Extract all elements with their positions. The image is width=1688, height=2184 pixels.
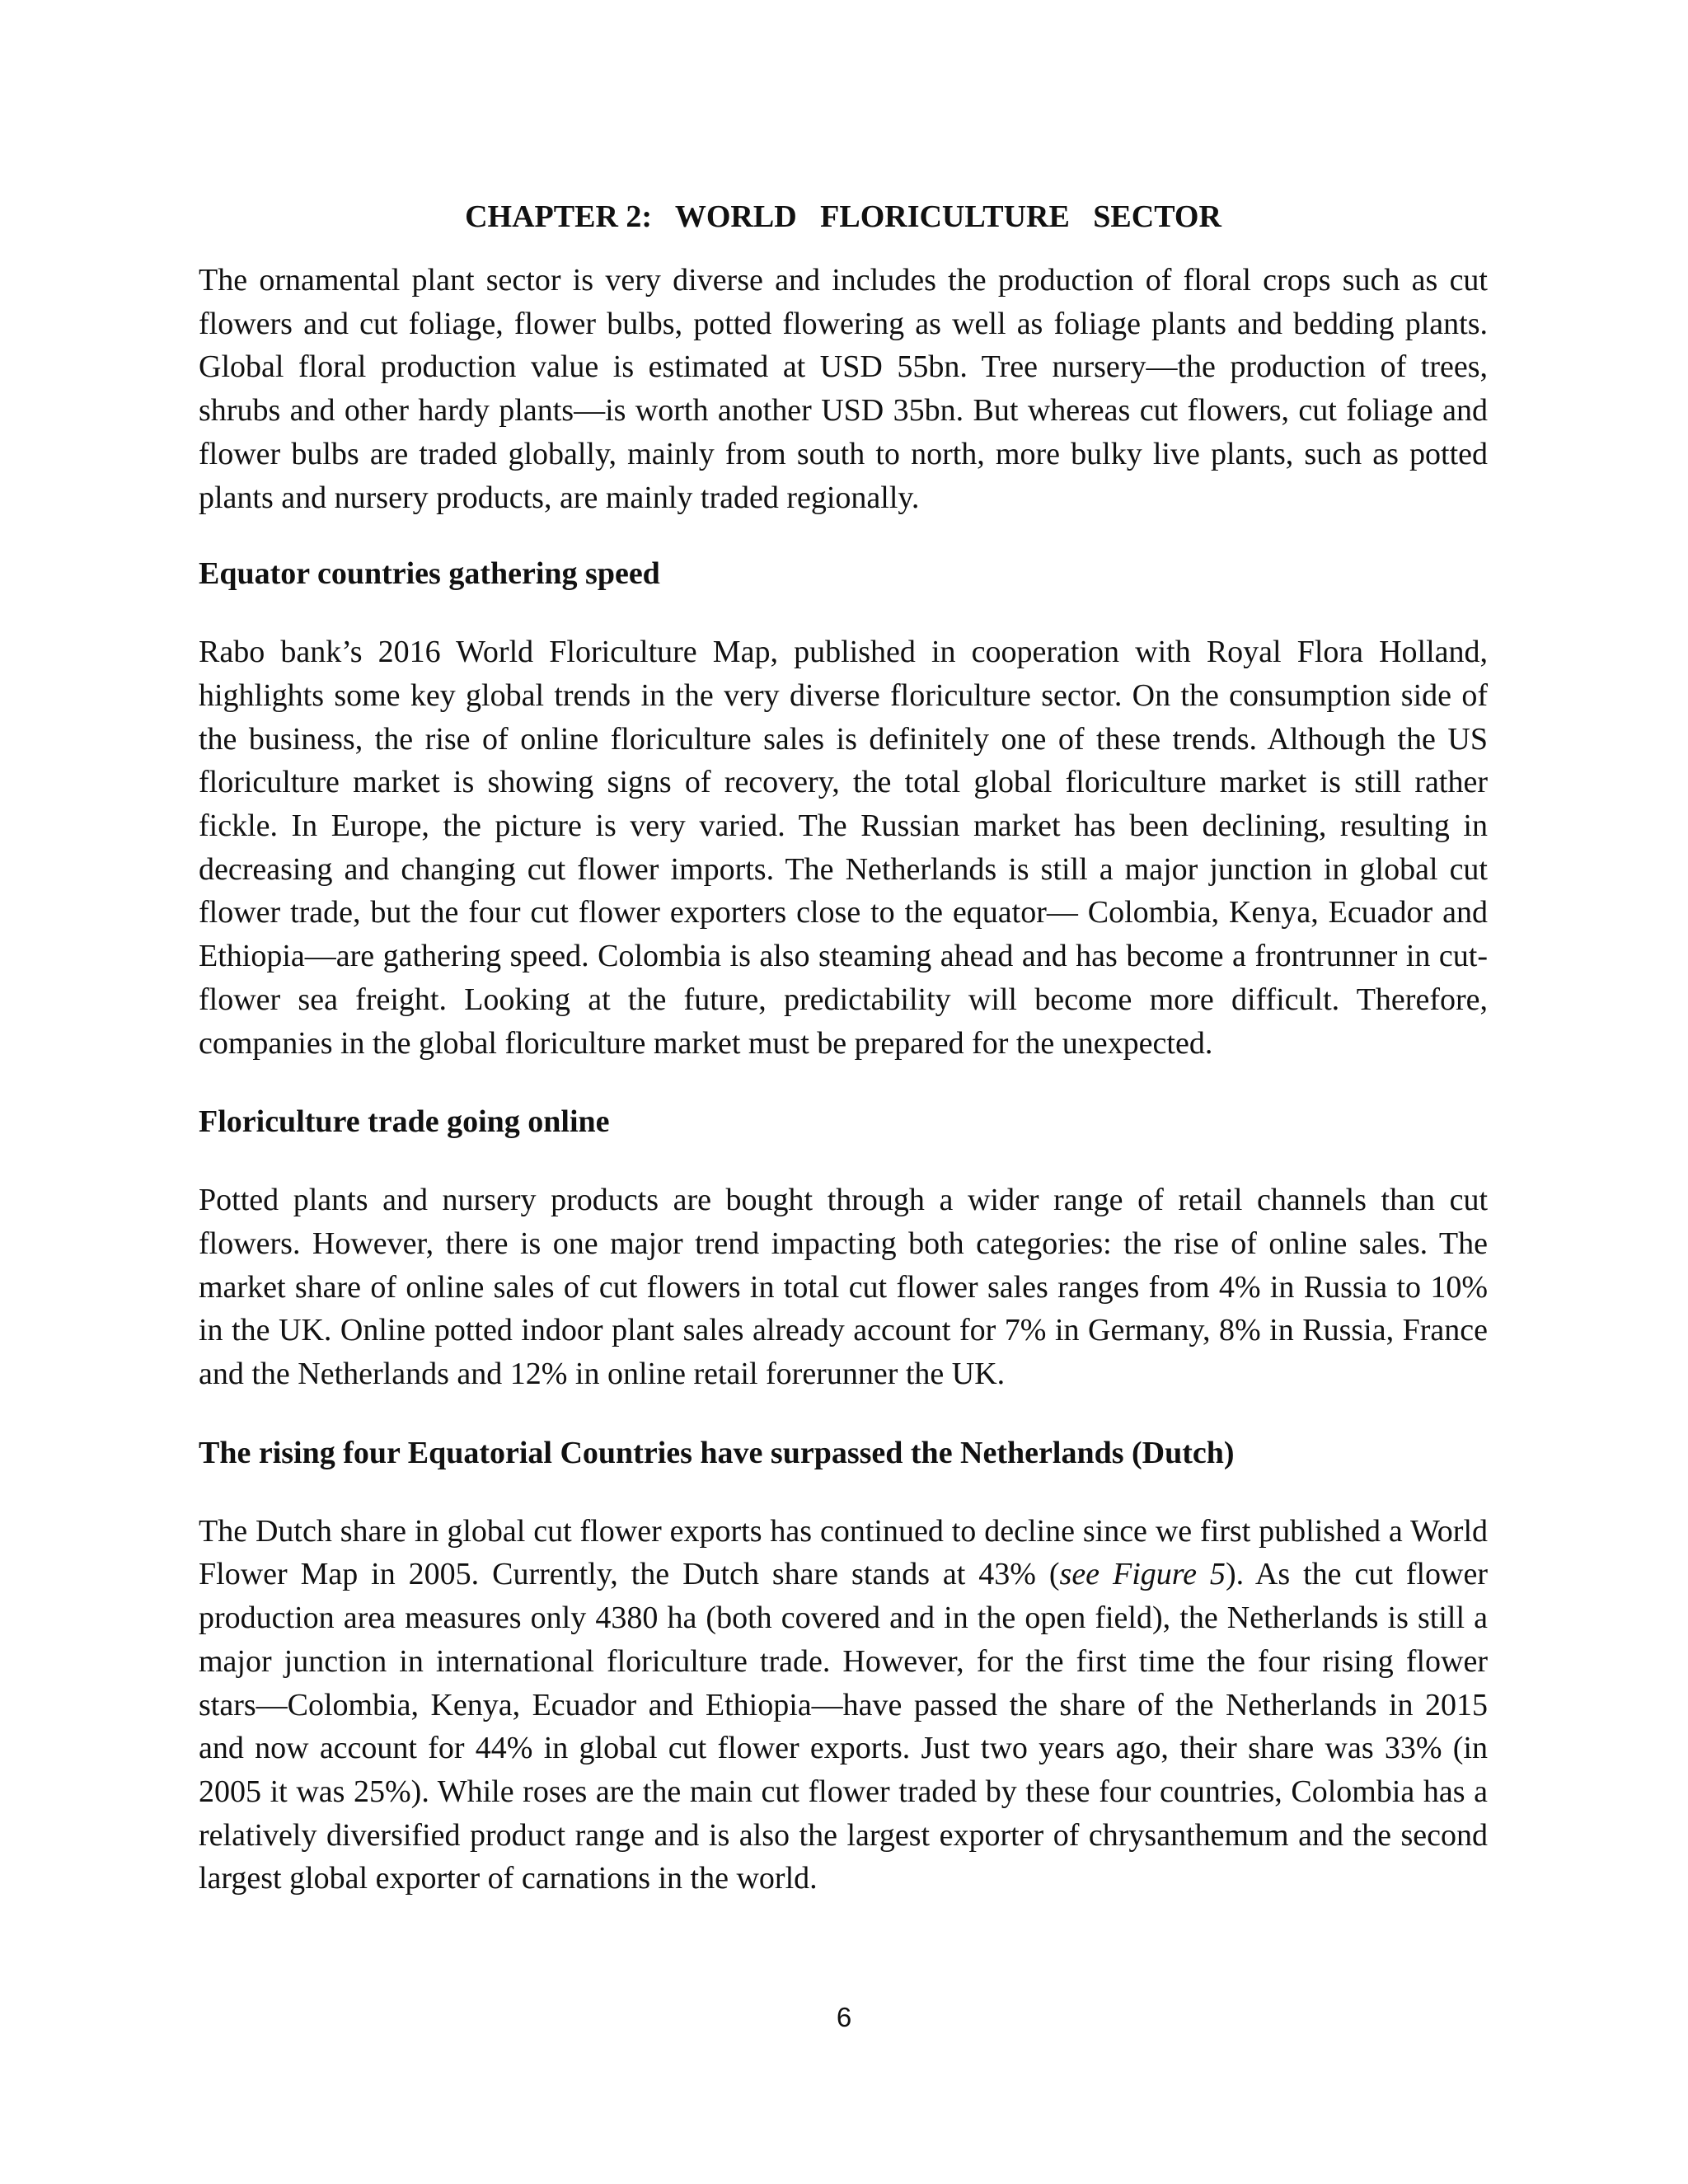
figure-reference: see Figure 5 <box>1059 1557 1226 1592</box>
section-heading-online: Floriculture trade going online <box>199 1104 610 1140</box>
rising-text-before-ref: The Dutch share in global cut flower exports has continued to decline since we first published a World Flower Map in 2005. Currently, the Dutch share stands at 43% ( <box>199 1513 1488 1592</box>
equator-paragraph: Rabo bank’s 2016 World Floriculture Map, published in cooperation with Royal Flora Holland, highlights some key global trends in the very diverse floriculture sector. On the consumption side of the business, the rise of online floriculture sales is definitely one of these trends. Although the US floriculture market is showing signs of recovery, the total global floriculture market is still rather fickle. In Europe, the picture is very varied. The Russian market has been declining, resulting in decreasing and changing cut flower imports. The Netherlands is still a major junction in global cut flower trade, but the four cut flower exporters close to the equator— Colombia, Kenya, Ecuador and Ethiopia—are gathering speed. Colombia is also steaming ahead and has become a frontrunner in cut-flower sea freight. Looking at the future, predictability will become more difficult. Therefore, companies in the global floriculture market must be prepared for the unexpected. <box>199 635 1488 1061</box>
online-paragraph: Potted plants and nursery products are bought through a wider range of retail channels than cut flowers. However, there is one major trend impacting both categories: the rise of online sales. The market share of online sales of cut flowers in total cut flower sales ranges from 4% in Russia to 10% in the UK. Online potted indoor plant sales already account for 7% in Germany, 8% in Russia, France and the Netherlands and 12% in online retail forerunner the UK. <box>199 1183 1488 1392</box>
section-heading-equator: Equator countries gathering speed <box>199 556 660 592</box>
page-content <box>199 194 1488 1900</box>
chapter-title: CHAPTER 2: WORLD FLORICULTURE SECTOR <box>465 199 1221 234</box>
rising-paragraph <box>199 1510 1488 1900</box>
page-number: 6 <box>836 2002 852 2032</box>
intro-paragraph: The ornamental plant sector is very diverse and includes the production of floral crops such as cut flowers and cut foliage, flower bulbs, potted flowering as well as foliage plants and bedding plants. Global floral production value is estimated at USD 55bn. Tree nursery—the production of trees, shrubs and other hardy plants—is worth another USD 35bn. But whereas cut flowers, cut foliage and flower bulbs are traded globally, mainly from south to north, more bulky live plants, such as potted plants and nursery products, are mainly traded regionally. <box>199 263 1488 515</box>
section-heading-rising: The rising four Equatorial Countries have surpassed the Netherlands (Dutch) <box>199 1435 1235 1470</box>
rising-text-after-ref: ). As the cut flower production area measures only 4380 ha (both covered and in the open field), the Netherlands is still a major junction in international floriculture trade. However, for the first time the four rising flower stars—Colombia, Kenya, Ecuador and Ethiopia—have passed the share of the Netherlands in 2015 and now account for 44% in global cut flower exports. Just two years ago, their share was 33% (in 2005 it was 25%). While roses are the main cut flower traded by these four countries, Colombia has a relatively diversified product range and is also the largest exporter of chrysanthemum and the second largest global exporter of carnations in the world. <box>199 1557 1488 1896</box>
